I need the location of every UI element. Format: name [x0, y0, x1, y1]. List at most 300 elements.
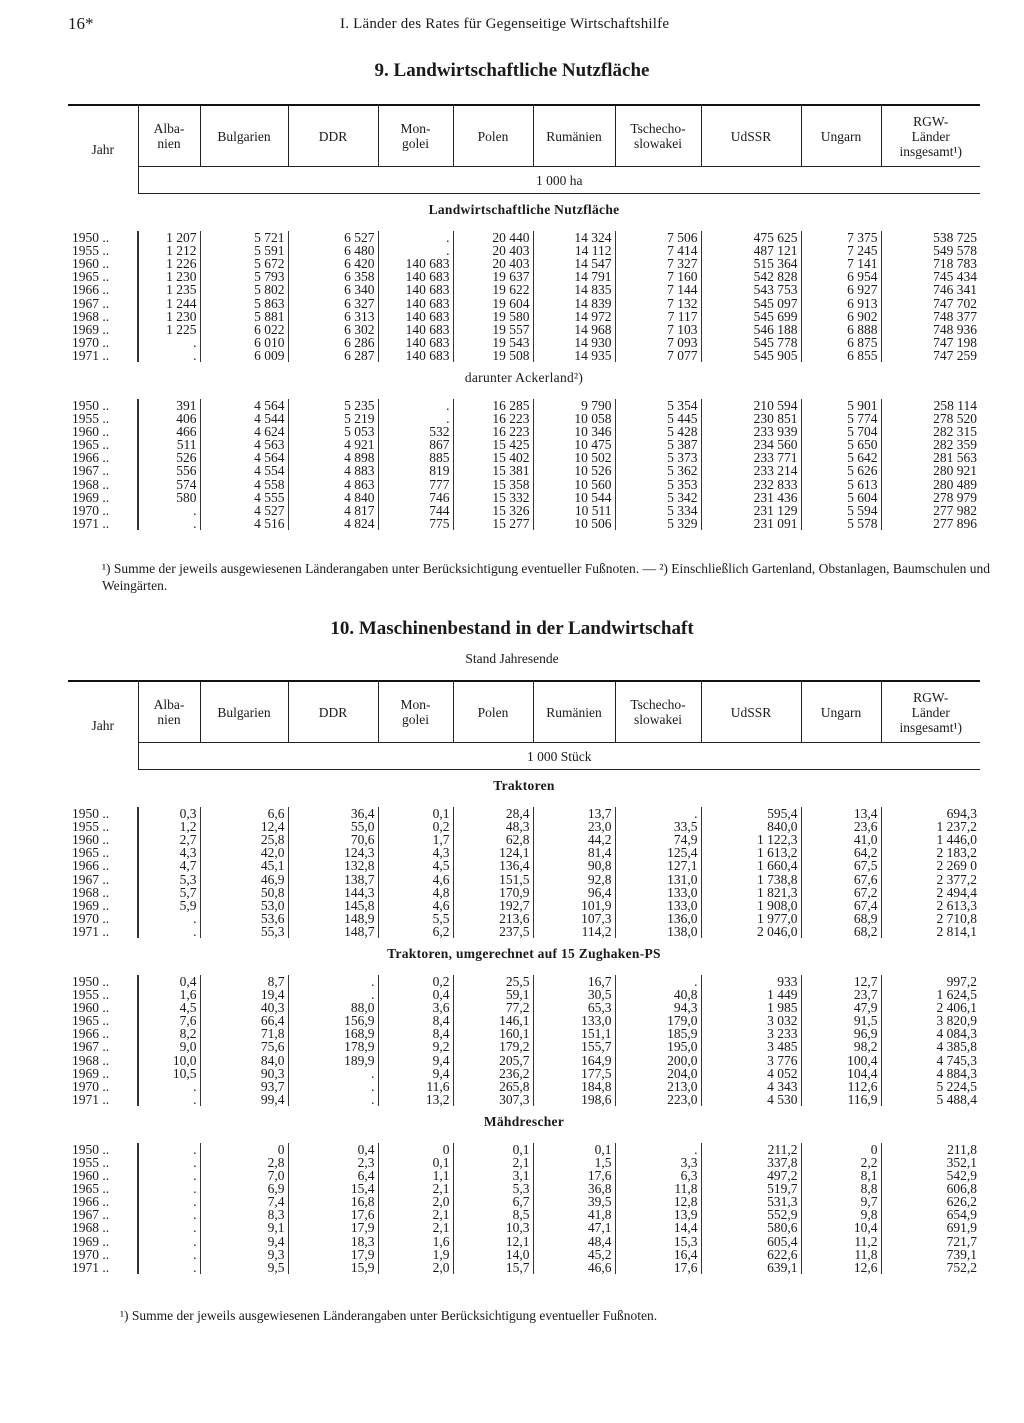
value-cell: 7 414 — [615, 244, 701, 257]
value-cell: 5 626 — [801, 464, 881, 477]
value-cell: 5 863 — [200, 296, 288, 309]
col-header-line: Tschecho- — [630, 697, 686, 712]
value-cell: 124,1 — [453, 846, 533, 859]
value-cell: 552,9 — [701, 1208, 801, 1221]
value-cell: 13,4 — [801, 807, 881, 820]
value-cell: 6 875 — [801, 336, 881, 349]
value-cell: 16 223 — [453, 425, 533, 438]
value-cell: 14 547 — [533, 257, 615, 270]
value-cell: 15 381 — [453, 464, 533, 477]
value-cell: 81,4 — [533, 846, 615, 859]
value-cell: 4,3 — [378, 846, 453, 859]
value-cell: 2,2 — [801, 1156, 881, 1169]
value-cell: . — [138, 1235, 200, 1248]
value-cell: 11,6 — [378, 1080, 453, 1093]
value-cell: . — [138, 336, 200, 349]
value-cell: 6 287 — [288, 349, 378, 362]
year-cell: 1969 .. — [68, 1235, 138, 1248]
value-cell: 53,0 — [200, 899, 288, 912]
value-cell: 6,7 — [453, 1195, 533, 1208]
value-cell: 96,9 — [801, 1027, 881, 1040]
col-header-line: Länder — [911, 704, 950, 720]
value-cell: 7 245 — [801, 244, 881, 257]
page-number: 16* — [68, 14, 94, 33]
value-cell: 5 373 — [615, 451, 701, 464]
value-cell: 639,1 — [701, 1261, 801, 1274]
value-cell: 28,4 — [453, 807, 533, 820]
value-cell: 2 046,0 — [701, 925, 801, 938]
value-cell: 39,5 — [533, 1195, 615, 1208]
value-cell: 14 324 — [533, 231, 615, 244]
year-cell: 1966 .. — [68, 283, 138, 296]
value-cell: 1 230 — [138, 310, 200, 323]
value-cell: 125,4 — [615, 846, 701, 859]
value-cell: 40,8 — [615, 988, 701, 1001]
value-cell: . — [378, 412, 453, 425]
value-cell: 67,4 — [801, 899, 881, 912]
section-label: darunter Ackerland²) — [464, 369, 584, 385]
value-cell: 14 791 — [533, 270, 615, 283]
table-row — [68, 1027, 980, 1040]
col-header-line: Bulgarien — [217, 128, 271, 144]
value-cell: . — [138, 517, 200, 530]
value-cell: 11,2 — [801, 1235, 881, 1248]
value-cell: 746 341 — [881, 283, 980, 296]
value-cell: 0,2 — [378, 820, 453, 833]
value-cell: 0 — [378, 1143, 453, 1156]
year-cell: 1967 .. — [68, 1208, 138, 1221]
value-cell: 543 753 — [701, 283, 801, 296]
value-cell: 885 — [378, 451, 453, 464]
value-cell: 487 121 — [701, 244, 801, 257]
value-cell: 0,1 — [533, 1143, 615, 1156]
value-cell: 195,0 — [615, 1040, 701, 1053]
value-cell: 96,4 — [533, 886, 615, 899]
value-cell: 694,3 — [881, 807, 980, 820]
value-cell: 16 223 — [453, 412, 533, 425]
col-header-ungarn — [801, 105, 881, 167]
value-cell: 4,7 — [138, 859, 200, 872]
value-cell: 748 377 — [881, 310, 980, 323]
value-cell: 44,2 — [533, 833, 615, 846]
value-cell: 213,0 — [615, 1080, 701, 1093]
value-cell: . — [288, 975, 378, 988]
value-cell: 2,8 — [200, 1156, 288, 1169]
value-cell: 867 — [378, 438, 453, 451]
value-cell: 6 022 — [200, 323, 288, 336]
value-cell: 3 776 — [701, 1054, 801, 1067]
value-cell: 138,0 — [615, 925, 701, 938]
value-cell: 4 563 — [200, 438, 288, 451]
value-cell: 100,4 — [801, 1054, 881, 1067]
value-cell: 545 778 — [701, 336, 801, 349]
year-header: Jahr — [68, 105, 138, 194]
value-cell: 0,1 — [378, 1156, 453, 1169]
year-cell: 1969 .. — [68, 323, 138, 336]
value-cell: 14 968 — [533, 323, 615, 336]
value-cell: 10 560 — [533, 478, 615, 491]
value-cell: 7 093 — [615, 336, 701, 349]
table-9-title: 9. Landwirtschaftliche Nutzfläche — [374, 60, 650, 81]
value-cell: 307,3 — [453, 1093, 533, 1106]
year-cell: 1960 .. — [68, 1001, 138, 1014]
year-cell: 1960 .. — [68, 257, 138, 270]
value-cell: . — [615, 807, 701, 820]
col-header-line: Rumänien — [546, 704, 602, 720]
value-cell: 9,5 — [200, 1261, 288, 1274]
value-cell: 580,6 — [701, 1221, 801, 1234]
value-cell: 2,1 — [453, 1156, 533, 1169]
value-cell: 223,0 — [615, 1093, 701, 1106]
value-cell: 538 725 — [881, 231, 980, 244]
value-cell: . — [138, 1169, 200, 1182]
value-cell: 691,9 — [881, 1221, 980, 1234]
col-header-udssr — [701, 105, 801, 167]
value-cell: 280 489 — [881, 478, 980, 491]
table-row — [68, 1143, 980, 1156]
year-cell: 1968 .. — [68, 1054, 138, 1067]
value-cell: 4 052 — [701, 1067, 801, 1080]
value-cell: 2,0 — [378, 1261, 453, 1274]
table-row — [68, 1248, 980, 1261]
value-cell: 17,9 — [288, 1221, 378, 1234]
value-cell: 36,8 — [533, 1182, 615, 1195]
value-cell: 6 888 — [801, 323, 881, 336]
year-cell: 1955 .. — [68, 1156, 138, 1169]
table-row — [68, 336, 980, 349]
value-cell: 59,1 — [453, 988, 533, 1001]
value-cell: 933 — [701, 975, 801, 988]
value-cell: 14 935 — [533, 349, 615, 362]
value-cell: 8,3 — [200, 1208, 288, 1221]
value-cell: 0,2 — [378, 975, 453, 988]
table-row — [68, 833, 980, 846]
table-row — [68, 504, 980, 517]
year-cell: 1968 .. — [68, 886, 138, 899]
value-cell: . — [378, 244, 453, 257]
value-cell: 739,1 — [881, 1248, 980, 1261]
value-cell: 0,4 — [378, 988, 453, 1001]
value-cell: 1 613,2 — [701, 846, 801, 859]
value-cell: 133,0 — [615, 886, 701, 899]
value-cell: 15 332 — [453, 491, 533, 504]
value-cell: 819 — [378, 464, 453, 477]
value-cell: 14 839 — [533, 296, 615, 309]
value-cell: 170,9 — [453, 886, 533, 899]
value-cell: 280 921 — [881, 464, 980, 477]
year-cell: 1969 .. — [68, 899, 138, 912]
value-cell: 14,0 — [453, 1248, 533, 1261]
value-cell: 4 084,3 — [881, 1027, 980, 1040]
col-header-line: RGW- — [913, 113, 949, 129]
value-cell: 2,1 — [378, 1221, 453, 1234]
value-cell: . — [138, 1261, 200, 1274]
value-cell: 7 103 — [615, 323, 701, 336]
value-cell: 546 188 — [701, 323, 801, 336]
value-cell: 5,9 — [138, 899, 200, 912]
value-cell: 5 329 — [615, 517, 701, 530]
page-header — [68, 14, 998, 36]
table-row — [68, 988, 980, 1001]
value-cell: 41,0 — [801, 833, 881, 846]
value-cell: 4 863 — [288, 478, 378, 491]
col-header-rgw-total — [881, 681, 980, 743]
value-cell: 8,1 — [801, 1169, 881, 1182]
value-cell: . — [138, 1208, 200, 1221]
value-cell: 4 624 — [200, 425, 288, 438]
col-header-line: slowakei — [634, 712, 682, 727]
value-cell: 2 377,2 — [881, 872, 980, 885]
value-cell: 5 704 — [801, 425, 881, 438]
value-cell: 1 226 — [138, 257, 200, 270]
value-cell: 6 420 — [288, 257, 378, 270]
table-row — [68, 1067, 980, 1080]
value-cell: 10 511 — [533, 504, 615, 517]
value-cell: 10,3 — [453, 1221, 533, 1234]
value-cell: 19 622 — [453, 283, 533, 296]
value-cell: 133,0 — [615, 899, 701, 912]
value-cell: 15 358 — [453, 478, 533, 491]
value-cell: 1,6 — [138, 988, 200, 1001]
value-cell: 6,3 — [615, 1169, 701, 1182]
table-row — [68, 399, 980, 412]
table-row — [68, 1080, 980, 1093]
value-cell: 2 269 0 — [881, 859, 980, 872]
value-cell: 1 212 — [138, 244, 200, 257]
value-cell: 138,7 — [288, 872, 378, 885]
value-cell: 5 428 — [615, 425, 701, 438]
col-header-tschechoslowakei — [615, 105, 701, 167]
value-cell: 204,0 — [615, 1067, 701, 1080]
value-cell: 4 554 — [200, 464, 288, 477]
value-cell: 15 402 — [453, 451, 533, 464]
value-cell: 2,1 — [378, 1182, 453, 1195]
value-cell: 549 578 — [881, 244, 980, 257]
value-cell: 140 683 — [378, 270, 453, 283]
value-cell: 178,9 — [288, 1040, 378, 1053]
value-cell: 4 516 — [200, 517, 288, 530]
value-cell: 5 802 — [200, 283, 288, 296]
value-cell: . — [138, 1143, 200, 1156]
value-cell: . — [288, 1067, 378, 1080]
table-row — [68, 464, 980, 477]
value-cell: 0 — [200, 1143, 288, 1156]
value-cell: 16 285 — [453, 399, 533, 412]
value-cell: 160,1 — [453, 1027, 533, 1040]
value-cell: 531,3 — [701, 1195, 801, 1208]
value-cell: 5 334 — [615, 504, 701, 517]
value-cell: 185,9 — [615, 1027, 701, 1040]
value-cell: 7 117 — [615, 310, 701, 323]
value-cell: 752,2 — [881, 1261, 980, 1274]
value-cell: 200,0 — [615, 1054, 701, 1067]
value-cell: 2 183,2 — [881, 846, 980, 859]
value-cell: 10 346 — [533, 425, 615, 438]
value-cell: 1 225 — [138, 323, 200, 336]
value-cell: 4 564 — [200, 399, 288, 412]
value-cell: 23,7 — [801, 988, 881, 1001]
value-cell: 7 160 — [615, 270, 701, 283]
table-row — [68, 412, 980, 425]
value-cell: 2 613,3 — [881, 899, 980, 912]
value-cell: 12,8 — [615, 1195, 701, 1208]
col-header-polen — [453, 681, 533, 743]
value-cell: 4,6 — [378, 899, 453, 912]
year-cell: 1971 .. — [68, 925, 138, 938]
value-cell: 164,9 — [533, 1054, 615, 1067]
value-cell: 127,1 — [615, 859, 701, 872]
value-cell: 352,1 — [881, 1156, 980, 1169]
value-cell: 1 985 — [701, 1001, 801, 1014]
col-header-line: Rumänien — [546, 128, 602, 144]
value-cell: 4 530 — [701, 1093, 801, 1106]
value-cell: 4 544 — [200, 412, 288, 425]
col-header-line: Mon- — [400, 121, 431, 136]
value-cell: 0,3 — [138, 807, 200, 820]
unit-row: 1 000 Stück — [138, 743, 980, 770]
value-cell: 745 434 — [881, 270, 980, 283]
value-cell: 18,3 — [288, 1235, 378, 1248]
value-cell: 90,8 — [533, 859, 615, 872]
value-cell: 233 771 — [701, 451, 801, 464]
value-cell: 10 475 — [533, 438, 615, 451]
value-cell: 7,6 — [138, 1014, 200, 1027]
table-row — [68, 925, 980, 938]
value-cell: 230 851 — [701, 412, 801, 425]
value-cell: 133,0 — [533, 1014, 615, 1027]
table-10-title: 10. Maschinenbestand in der Landwirtschaft — [330, 618, 694, 639]
value-cell: 6,4 — [288, 1169, 378, 1182]
value-cell: 7 141 — [801, 257, 881, 270]
value-cell: 6 327 — [288, 296, 378, 309]
year-cell: 1968 .. — [68, 310, 138, 323]
value-cell: 3 485 — [701, 1040, 801, 1053]
value-cell: 136,4 — [453, 859, 533, 872]
value-cell: 8,4 — [378, 1014, 453, 1027]
table-row — [68, 886, 980, 899]
value-cell: 1 122,3 — [701, 833, 801, 846]
value-cell: 6 927 — [801, 283, 881, 296]
value-cell: . — [138, 1221, 200, 1234]
value-cell: 1,9 — [378, 1248, 453, 1261]
value-cell: 14 972 — [533, 310, 615, 323]
table-row — [68, 270, 980, 283]
value-cell: . — [138, 925, 200, 938]
value-cell: . — [138, 349, 200, 362]
value-cell: 211,2 — [701, 1143, 801, 1156]
value-cell: 4,3 — [138, 846, 200, 859]
value-cell: 3,1 — [453, 1169, 533, 1182]
value-cell: 777 — [378, 478, 453, 491]
value-cell: 53,6 — [200, 912, 288, 925]
value-cell: 232 833 — [701, 478, 801, 491]
value-cell: 17,9 — [288, 1248, 378, 1261]
table-row — [68, 1054, 980, 1067]
value-cell: 4,5 — [138, 1001, 200, 1014]
value-cell: 107,3 — [533, 912, 615, 925]
value-cell: 840,0 — [701, 820, 801, 833]
value-cell: 5,5 — [378, 912, 453, 925]
value-cell: . — [138, 1248, 200, 1261]
value-cell: 997,2 — [881, 975, 980, 988]
value-cell: 155,7 — [533, 1040, 615, 1053]
table-row — [68, 1001, 980, 1014]
year-cell: 1965 .. — [68, 438, 138, 451]
value-cell: 17,6 — [533, 1169, 615, 1182]
col-header-line: Polen — [477, 128, 509, 144]
col-header-line: golei — [402, 136, 429, 151]
year-cell: 1955 .. — [68, 820, 138, 833]
value-cell: 5 901 — [801, 399, 881, 412]
value-cell: 6 302 — [288, 323, 378, 336]
value-cell: 1 207 — [138, 231, 200, 244]
value-cell: 116,9 — [801, 1093, 881, 1106]
value-cell: 46,9 — [200, 872, 288, 885]
value-cell: 282 315 — [881, 425, 980, 438]
value-cell: 8,2 — [138, 1027, 200, 1040]
value-cell: 13,7 — [533, 807, 615, 820]
table-10-footnote: ¹) Summe der jeweils ausgewiesenen Länderangaben unter Berücksichtigung eventueller Fußnoten. — [120, 1308, 658, 1323]
year-cell: 1955 .. — [68, 412, 138, 425]
table-row — [68, 517, 980, 530]
value-cell: 140 683 — [378, 283, 453, 296]
value-cell: 278 520 — [881, 412, 980, 425]
value-cell: 5,7 — [138, 886, 200, 899]
table-row — [68, 231, 980, 244]
value-cell: 9,7 — [801, 1195, 881, 1208]
col-header-line: Bulgarien — [217, 704, 271, 720]
value-cell: 45,2 — [533, 1248, 615, 1261]
col-header-tschechoslowakei — [615, 681, 701, 743]
value-cell: 4 884,3 — [881, 1067, 980, 1080]
value-cell: 626,2 — [881, 1195, 980, 1208]
value-cell: 0,1 — [378, 807, 453, 820]
value-cell: 3,3 — [615, 1156, 701, 1169]
year-cell: 1967 .. — [68, 872, 138, 885]
value-cell: 15,3 — [615, 1235, 701, 1248]
col-header-mongolei — [378, 681, 453, 743]
year-cell: 1970 .. — [68, 1248, 138, 1261]
value-cell: 5 053 — [288, 425, 378, 438]
year-cell: 1955 .. — [68, 244, 138, 257]
value-cell: 98,2 — [801, 1040, 881, 1053]
value-cell: 4 558 — [200, 478, 288, 491]
value-cell: 475 625 — [701, 231, 801, 244]
table-row — [68, 1169, 980, 1182]
value-cell: 5 235 — [288, 399, 378, 412]
table-row — [68, 1093, 980, 1106]
value-cell: 84,0 — [200, 1054, 288, 1067]
value-cell: 19 604 — [453, 296, 533, 309]
value-cell: 30,5 — [533, 988, 615, 1001]
year-cell: 1966 .. — [68, 1195, 138, 1208]
value-cell: 4 898 — [288, 451, 378, 464]
value-cell: 45,1 — [200, 859, 288, 872]
value-cell: 4 817 — [288, 504, 378, 517]
value-cell: 1 235 — [138, 283, 200, 296]
value-cell: 20 440 — [453, 231, 533, 244]
value-cell: 1 244 — [138, 296, 200, 309]
value-cell: 70,6 — [288, 833, 378, 846]
year-cell: 1971 .. — [68, 349, 138, 362]
value-cell: 744 — [378, 504, 453, 517]
value-cell: 574 — [138, 478, 200, 491]
value-cell: 5 881 — [200, 310, 288, 323]
year-cell: 1967 .. — [68, 296, 138, 309]
table-row — [68, 478, 980, 491]
col-header-albanien — [138, 105, 200, 167]
value-cell: 532 — [378, 425, 453, 438]
